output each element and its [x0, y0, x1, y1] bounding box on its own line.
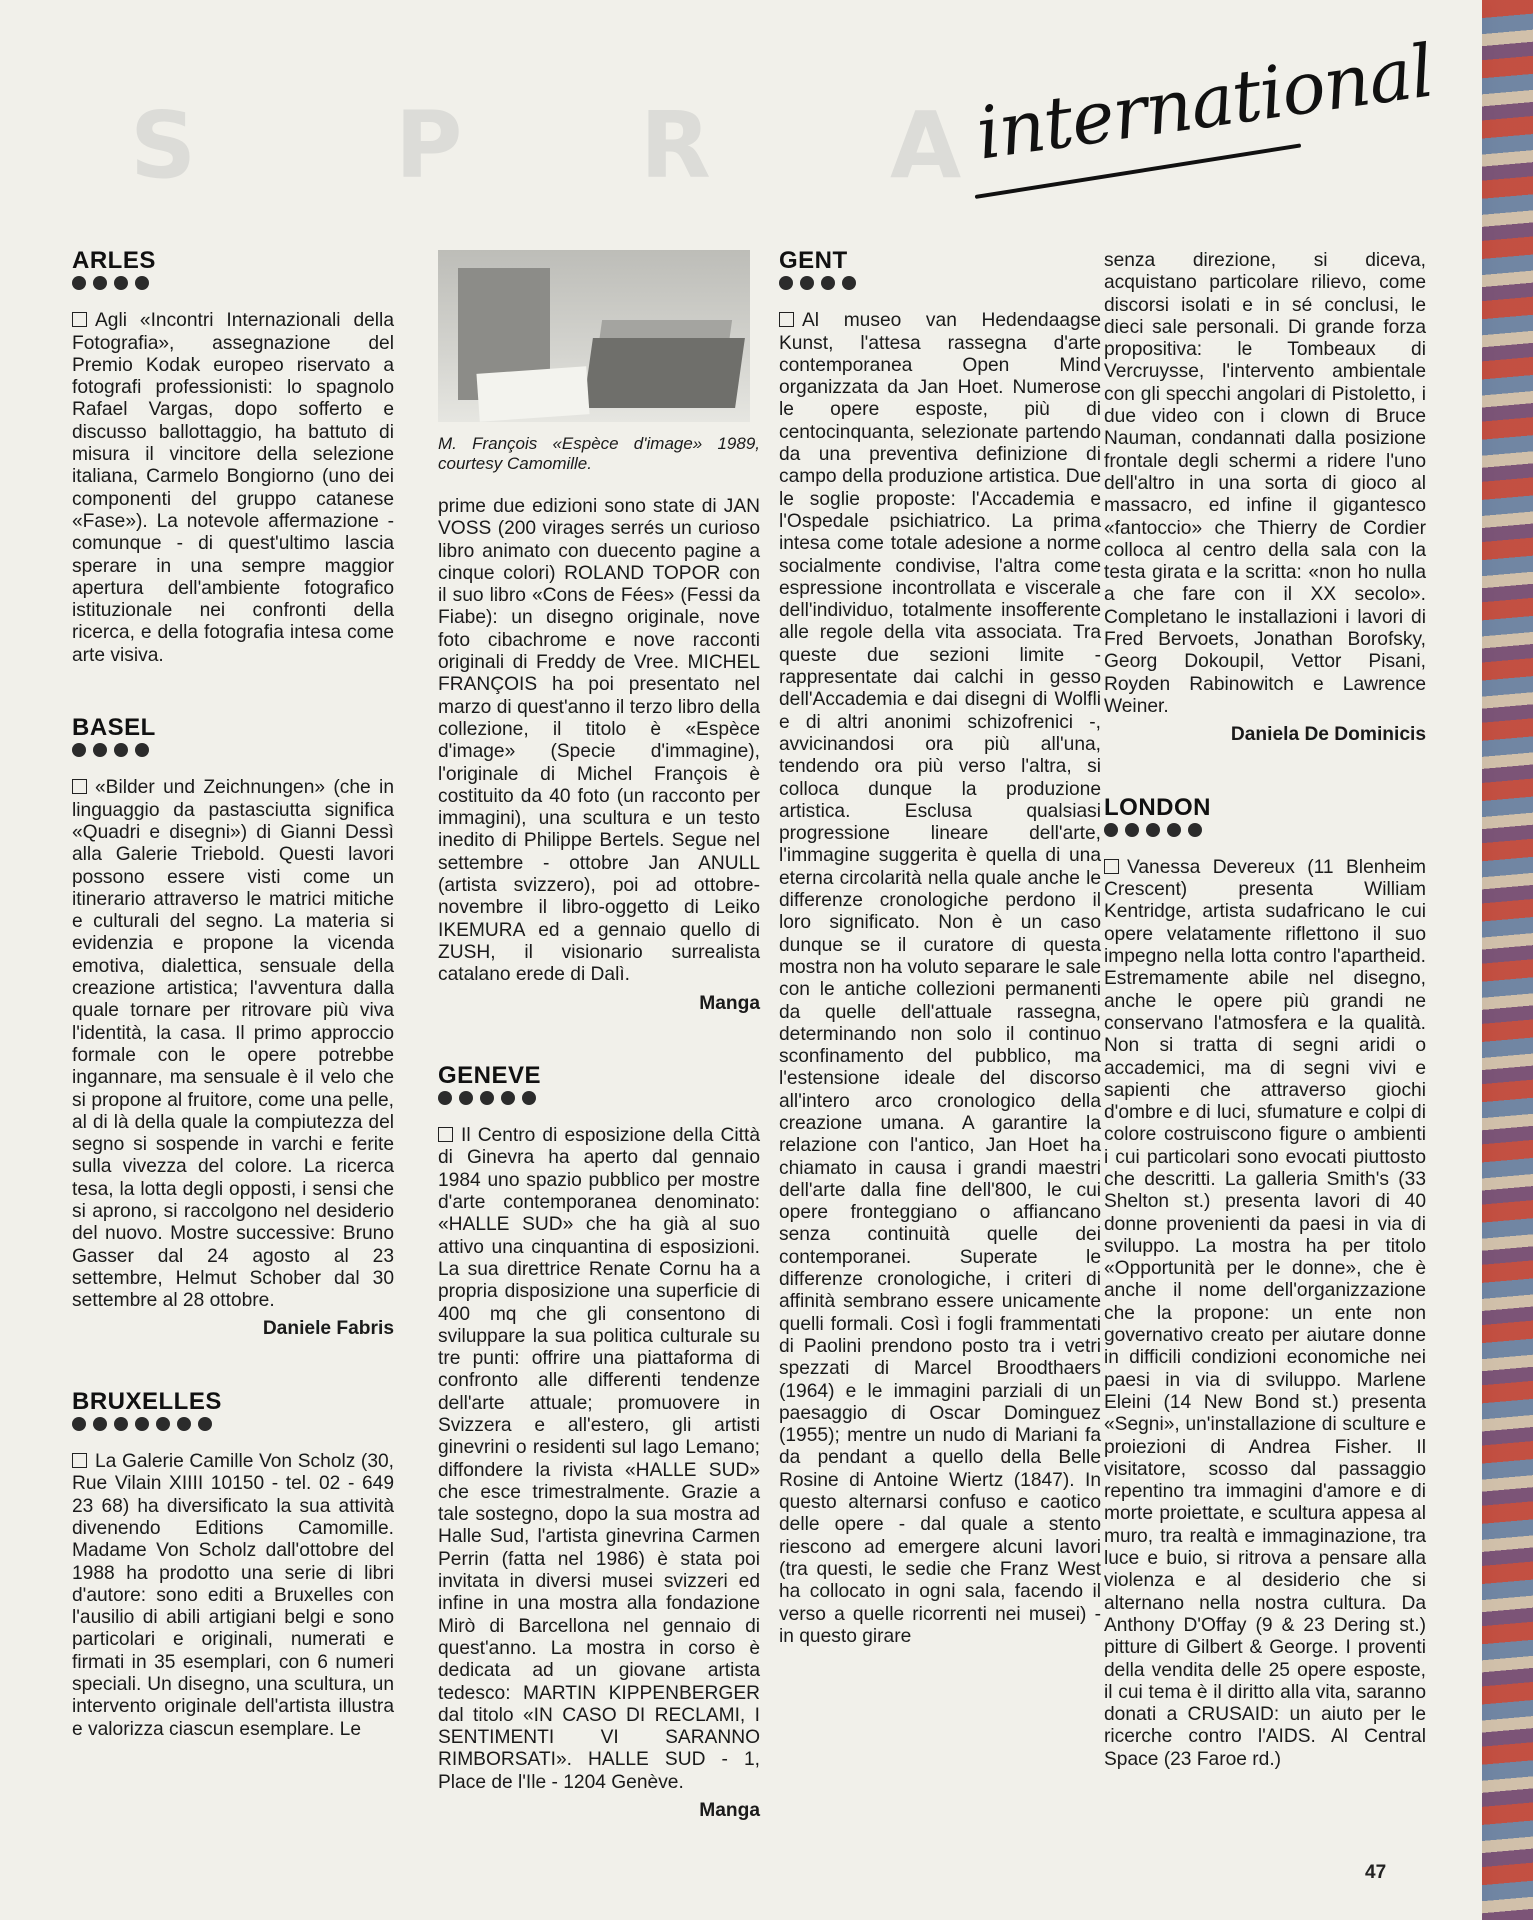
international-logo: international — [971, 28, 1438, 176]
basel-signature: Daniele Fabris — [262, 1318, 394, 1340]
section-title-geneve: GENEVE — [438, 1061, 542, 1089]
geneve-text: Il Centro di esposizione della Città di Ginevra ha aperto dal gennaio 1984 uno spazio pubblico per mostre d'arte contemporanea denominato: «HALLE SUD» che ha già al suo attivo una cinquantina di esposizioni. La sua direttrice Renate Cornu ha a propria disposizione una superficie di 400 mq che gli consentono di sviluppare la sua politica culturale su tre punti: offrire una piattaforma di confronto alle differenti tendenze dell'arte attuale; promuovere in Svizzera e all'estero, gli artisti ginevrini o residenti sul lago Lemano; diffondere la rivista «HALLE SUD» che esce trimestralmente. Grazie a tale sostegno, dopo la sua mostra ad Halle Sud, l'artista ginevrina Carmen Perrin (fatta nel 1986) è stata poi invitata in diversi musei svizzeri ed infine in una mostra alla fondazione Mirò di Barcellona nel gennaio di quest'anno. La mostra in corso è dedicata ad un giovane artista tedesco: MARTIN KIPPENBERGER dal titolo «IN CASO DI RECLAMI, I SENTIMENTI VI SARANNO RIMBORSATI». HALLE SUD - 1, Place de l'Ile - 1204 Genève. — [438, 1125, 760, 1793]
section-title-arles: ARLES — [72, 247, 156, 274]
section-title-gent: GENT — [779, 247, 848, 274]
artwork-photo — [438, 250, 750, 422]
gent-text-continued: senza direzione, si diceva, acquistano particolare rilievo, come discorsi isolati e in sé conclusi, le dieci sale personali. Di grande forza propositiva: le Tombeaux di Vercruysse, l'intervento ambientale con gli specchi angolari di Pistoletto, i due video con i clown di Bruce Nauman, condannati dalla posizione frontale degli schermi a ridere l'uno dell'altro in una sorta di gioco al massacro, ed infine il gigantesco «fantoccio» che Thierry de Cordier colloca al centro della sala con la testa girata e la scritta: «non ho nulla a che fare con il XX secolo». Completano le installazioni i lavori di Fred Bervoets, Jonathan Borofsky, Georg Dokoupil, Vettor Pisani, Royden Rabinowitch e Lawrence Weiner. — [1104, 250, 1426, 717]
spara-letter-p: P — [395, 92, 465, 199]
spara-letter-r: R — [640, 92, 713, 199]
spara-letter-a: A — [890, 92, 964, 199]
london-text: Vanessa Devereux (11 Blenheim Crescent) presenta William Kentridge, artista sudafricano le cui opere velatamente riflettono il suo impegno nella lotta contro l'apartheid. Estremamente abile nel disegno, anche le opere più grandi ne conservano l'atmosfera e la qualità. Non si tratta di segni aridi o accademici, ma di segni vivi e sapienti che attraverso giochi d'ombre e di luci, sfumature e colpi di colore costruiscono figure o ambienti i cui particolari sono evocati piuttosto che descritti. La galleria Smith's (33 Shelton st.) presenta lavori di 40 donne provenienti da paesi in via di sviluppo. La mostra ha per titolo «Opportunità per le donne», che è anche il nome dell'organizzazione che la propone: un ente non governativo creato per aiutare donne in difficili condizioni economiche nei paesi in via di sviluppo. Marlene Eleini (14 New Bond st.) presenta «Segni», un'installazione di sculture e proiezioni di Andrea Fisher. Il visitatore, scosso dal passaggio repentino tra immagini d'amore e di morte proiettate, e scultura appesa al muro, tra realtà e immaginazione, tra luce e buio, si ritrova a pensare alla violenza e al desiderio che si alternano nella nostra cultura. Da Anthony D'Offay (9 & 23 Dering st.) pitture di Gilbert & George. I proventi della vendita delle 25 opere esposte, il cui tema è il diritto alla vita, saranno donati a CRUSAID: un aiuto per le ricerche contro l'AIDS. Al Central Space (23 Faroe rd.) — [1104, 856, 1426, 1770]
arles-text: Agli «Incontri Internazionali della Fotografia», assegnazione del Premio Kodak europeo riservato a fotografi professionisti: lo spagnolo Rafael Vargas, dopo sofferto e discusso ballottaggio, ha battuto di misura il vincitore della selezione italiana, Carmelo Bongiorno (uno dei componenti del gruppo catanese «Fase»). La notevole affermazione - comunque - di quest'ultimo lascia sperare in una sempre maggior apertura dell'ambiente fotografico istituzionale nei confronti della ricerca, e della fotografia intesa come arte visiva. — [72, 310, 394, 666]
next-page-edge — [1482, 0, 1533, 1920]
section-dots — [1104, 823, 1426, 837]
section-dots — [72, 276, 394, 290]
geneve-signature: Manga — [699, 1800, 760, 1822]
section-dots — [72, 743, 394, 757]
section-title-basel: BASEL — [72, 714, 156, 742]
section-dots — [72, 1417, 394, 1431]
bruxelles-text: La Galerie Camille Von Scholz (30, Rue Vilain XIIII 10150 - tel. 02 - 649 23 68) ha diversificato la sua attività divenendo Editions Camomille. Madame Von Scholz dall'ottobre del 1988 ha prodotto una serie di libri d'autore: sono editi a Bruxelles con l'ausilio di abili artigiani belgi e sono particolari e originali, numerati e firmati in 35 esemplari, con 6 numeri speciali. Un disegno, una scultura, un intervento originale dell'artista illustra e valorizza ciascun esemplare. Le — [72, 1451, 394, 1740]
photo-caption: M. François «Espèce d'image» 1989, courtesy Camomille. — [438, 434, 760, 473]
gent-signature: Daniela De Dominicis — [1230, 724, 1426, 746]
bruxelles-signature: Manga — [699, 992, 760, 1014]
section-title-london: LONDON — [1104, 793, 1211, 821]
page-number: 47 — [1365, 1862, 1387, 1883]
spara-letter-s: S — [130, 92, 199, 199]
section-dots — [438, 1091, 760, 1105]
column-1 — [72, 247, 394, 1747]
column-4 — [1104, 250, 1426, 1777]
bruxelles-text-continued: prime due edizioni sono state di JAN VOSS (200 virages serrés un curioso libro animato con duecento pagine a cinque colori) ROLAND TOPOR con il suo libro «Cons de Fées» (Fessi da Fiabe): un disegno originale, nove foto cibachrome e nove racconti originali di Freddy de Vree. MICHEL FRANÇOIS ha poi presentato nel marzo di quest'anno il terzo libro della collezione, il titolo è «Espèce d'image» (Specie d'immagine), l'originale di Michel François è costituito da 40 foto (un racconto per immagini), una scultura e un testo inedito di Philippe Bertels. Segue nel settembre - ottobre Jan ANULL (artista svizzero), poi ad ottobre-novembre il libro-oggetto di Leiko IKEMURA ed a gennaio quello di ZUSH, il visionario surrealista catalano erede di Dalì. — [438, 496, 760, 986]
section-title-bruxelles: BRUXELLES — [72, 1387, 222, 1415]
section-dots — [779, 276, 1101, 290]
basel-text: «Bilder und Zeichnungen» (che in linguaggio da pastasciutta significa «Quadri e disegni») di Gianni Dessì alla Galerie Triebold. Questi lavori possono essere visti come un itinerario attraverso le matrici mitiche e culturali del segno. La materia si evidenzia e propone la vicenda emotiva, dialettica, sensuale della creazione artistica; l'avventura dalla quale tornare per ritrovare più viva l'identità, la casa. Il primo approccio formale con le opere potrebbe ingannare, ma sensuale è il velo che si propone al fruitore, come una pelle, al di là della quale la compiutezza del segno si sospende in varchi e ferite sulla vivezza del colore. La ricerca tesa, la lotta degli opposti, i sensi che si aprono, si raccolgono nel desiderio del nuovo. Mostre successive: Bruno Gasser dal 24 agosto al 23 settembre, Helmut Schober dal 30 settembre al 28 ottobre. — [72, 777, 394, 1312]
column-3 — [779, 247, 1101, 1654]
page-header — [0, 28, 1482, 220]
gent-text: Al museo van Hedendaagse Kunst, l'attesa rassegna d'arte contemporanea Open Mind organizzata da Jan Hoet. Numerose le opere esposte, più di centocinquanta, selezionate partendo da una preventiva definizione di campo della produzione artistica. Due le soglie proposte: l'Accademia e l'Ospedale psichiatrico. La prima intesa come totale adesione a norme socialmente condivise, l'altra come espressione incontrollata e viscerale dell'individuo, totalmente insofferente alle regole della vita associata. Tra queste due sezioni limite - rappresentate dai calchi in gesso dell'Accademia e dai disegni di Wolfli e di altri anonimi schizofrenici -, avvicinandosi ora più all'una, tendendo ora più verso l'altra, si colloca dunque la produzione artistica. Esclusa qualsiasi progressione lineare dell'arte, l'immagine suggerita è quella di una eterna circolarità nella quale anche le differenze cronologiche perdono il loro significato. Non è un caso dunque se il curatore di questa mostra non ha voluto separare le sale con le antiche collezioni permanenti da quelle dell'attuale rassegna, determinando non solo il continuo sconfinamento del pubblico, ma l'estensione ideale del discorso all'intero arco cronologico della creazione umana. A garantire la relazione con l'antico, Jan Hoet ha chiamato in causa i grandi maestri dell'arte dalla fine dell'800, le cui opere fronteggiano o affiancano senza continuità quelle dei contemporanei. Superate le differenze cronologiche, i criteri di affinità sembrano essere unicamente quelli formali. Così i fogli frammentati di Paolini prendono posto tra i vetri spezzati di Marcel Broodthaers (1964) e le immagini parziali di un paesaggio di Oscar Dominguez (1955); mentre un nudo di Mariani fa da pendant a quello della Belle Rosine di Antoine Wiertz (1847). In questo alternarsi confuso e caotico delle opere - dal quale a stento riescono ad emergere alcuni lavori (tra questi, le sedie che Franz West ha collocato in ogni sala, facendo il verso a quelle ricorrenti nei musei) - in questo girare — [779, 310, 1101, 1647]
column-2 — [438, 250, 760, 1872]
